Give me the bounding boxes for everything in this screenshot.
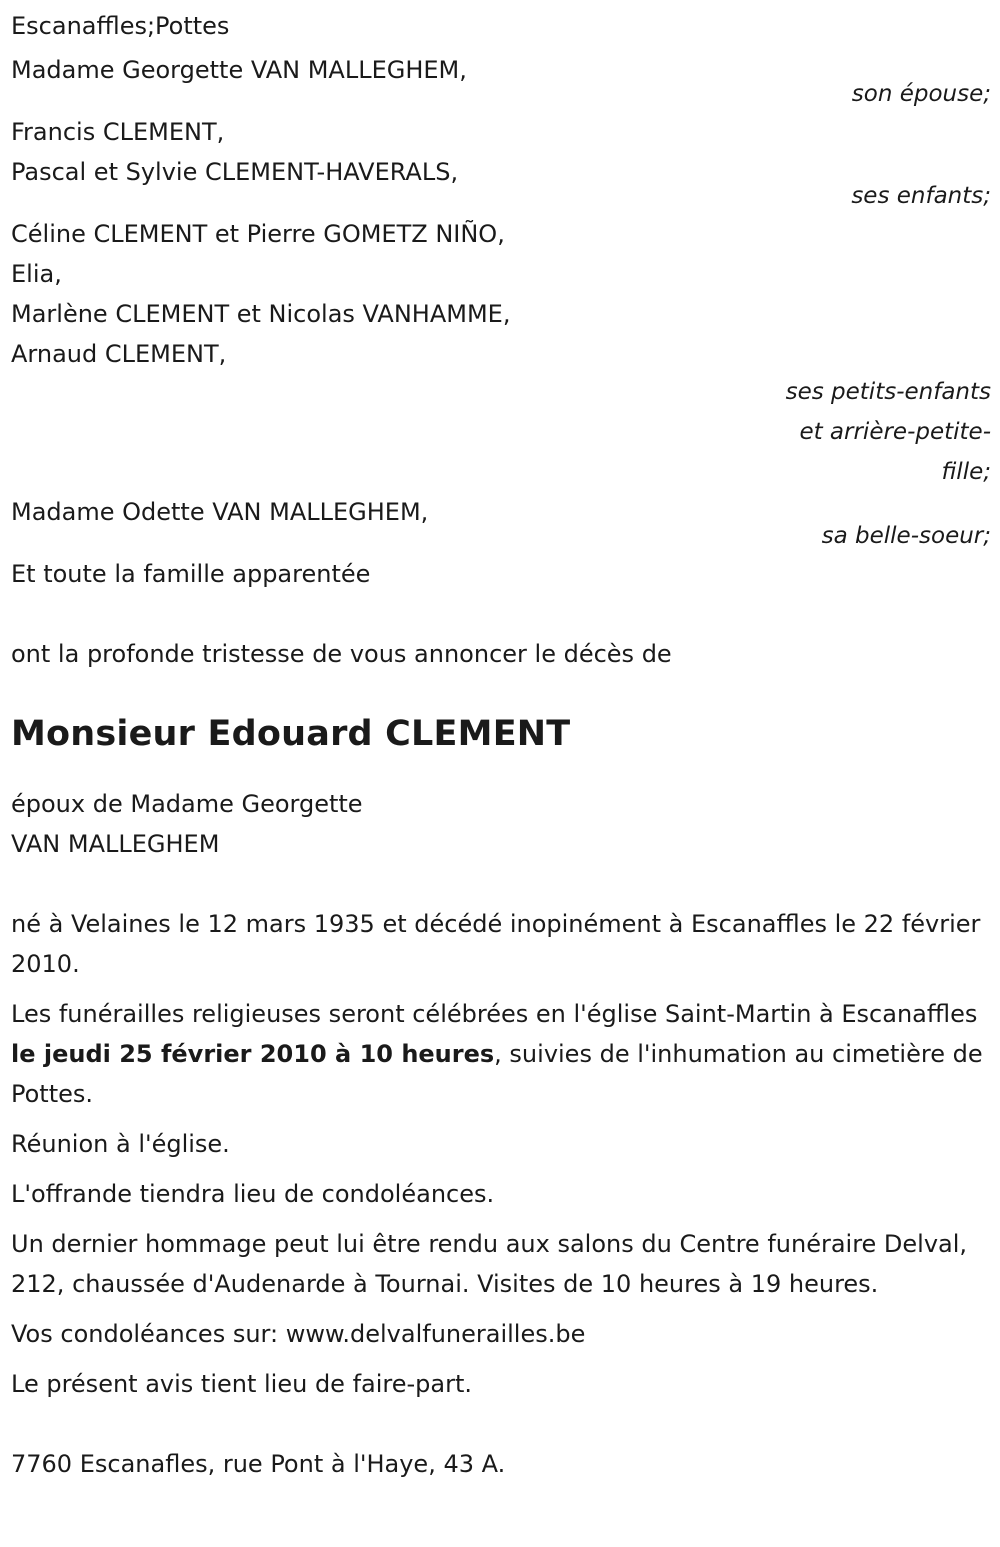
spacer [11,1414,991,1444]
grandchildren-role: ses petits-enfants et arrière-petite-fille; [785,379,991,485]
sister-in-law-role: sa belle-soeur; [821,523,991,549]
birth-death-text: né à Velaines le 12 mars 1935 et décédé inopinément à Escanaffles le 22 février 2010. [11,910,981,978]
spouse-line-1: époux de Madame Georgette [11,790,363,818]
sister-in-law-name: Madame Odette VAN MALLEGHEM, [11,498,429,526]
spacer [11,674,991,704]
funeral-text-before: Les funérailles religieuses seront célébrées en l'église Saint-Martin à Escanaffles [11,1000,978,1028]
offering-text: L'offrande tiendra lieu de condoléances. [11,1180,495,1208]
children-role: ses enfants; [851,183,991,209]
spouse-group [11,50,991,114]
children-group [11,112,991,216]
grandchild-name: Céline CLEMENT et Pierre GOMETZ NIÑO, [11,220,505,248]
spouse-line-2: VAN MALLEGHEM [11,830,220,858]
grandchildren-group [11,214,991,492]
grandchild-name: Marlène CLEMENT et Nicolas VANHAMME, [11,300,511,328]
sister-in-law-group [11,492,991,556]
notice-text: Le présent avis tient lieu de faire-part. [11,1370,473,1398]
extended-family: Et toute la famille apparentée [11,560,371,588]
meeting-text: Réunion à l'église. [11,1130,230,1158]
funeral-text [11,994,991,1114]
spouse-role: son épouse; [851,81,991,107]
grandchild-name: Arnaud CLEMENT, [11,340,227,368]
child-name: Pascal et Sylvie CLEMENT-HAVERALS, [11,158,459,186]
announcement-text: ont la profonde tristesse de vous annoncer le décès de [11,640,672,668]
obituary-notice [11,6,991,1484]
spacer [11,764,991,784]
spacer [11,864,991,904]
funeral-text-after: , suivies de l'inhumation au cimetière de Pottes. [11,1040,983,1108]
child-name: Francis CLEMENT, [11,118,225,146]
grandchild-name: Elia, [11,260,62,288]
spouse-name: Madame Georgette VAN MALLEGHEM, [11,56,467,84]
funeral-date-time: le jeudi 25 février 2010 à 10 heures [11,1040,495,1068]
spacer [11,594,991,634]
condolences-text: Vos condoléances sur: www.delvalfunerailles.be [11,1320,586,1348]
address-footer: 7760 Escanafles, rue Pont à l'Haye, 43 A. [11,1450,506,1478]
location-header: Escanaffles;Pottes [11,12,230,40]
deceased-name: Monsieur Edouard CLEMENT [11,714,571,754]
tribute-text: Un dernier hommage peut lui être rendu aux salons du Centre funéraire Delval, 212, chaussée d'Audenarde à Tournai. Visites de 10 heures à 19 heures. [11,1230,968,1298]
